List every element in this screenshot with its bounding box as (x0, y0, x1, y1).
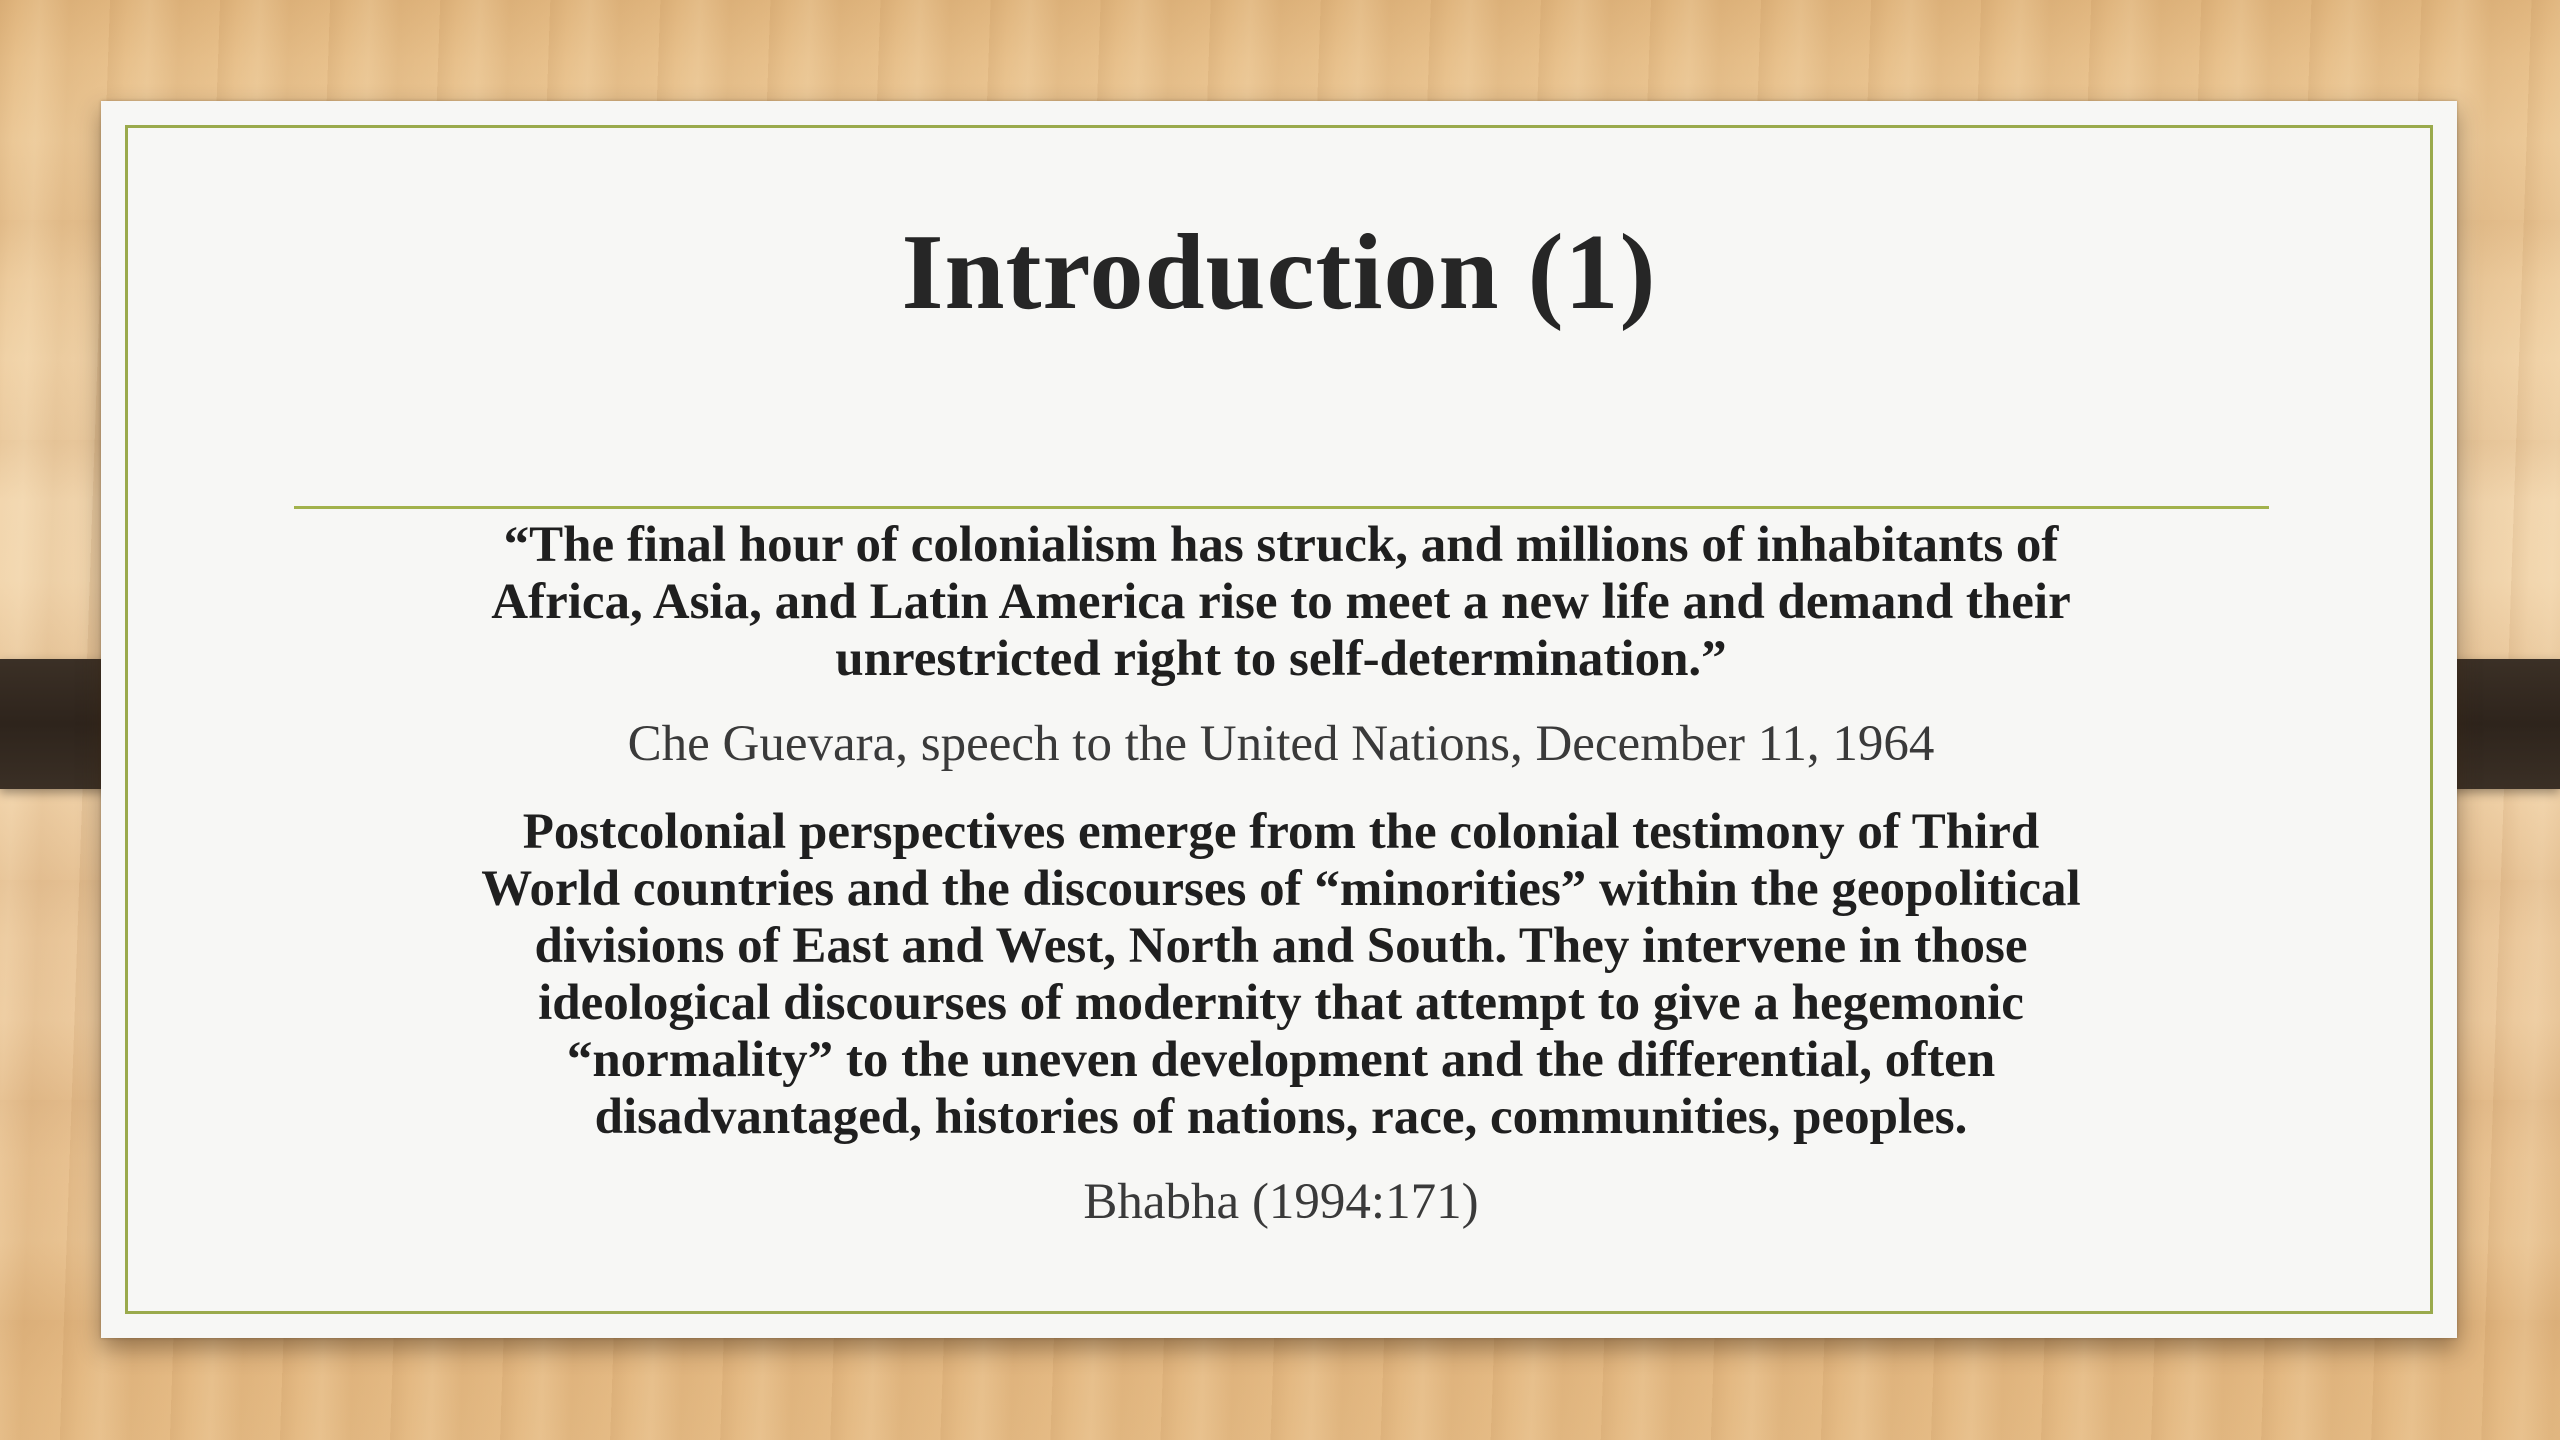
slide-body (281, 517, 2281, 1232)
passage-line: Postcolonial perspectives emerge from the colonial testimony of Third (522, 804, 2040, 860)
slide-paper (101, 101, 2457, 1338)
quote-line: “The final hour of colonialism has struck, and millions of inhabitants of (503, 517, 2059, 573)
passage-line: ideological discourses of modernity that attempt to give a hegemonic (538, 975, 2024, 1031)
passage-attribution: Bhabha (1994:171) (1083, 1174, 1479, 1230)
passage-line: “normality” to the uneven development and the differential, often (566, 1032, 1996, 1088)
passage-line: divisions of East and West, North and South. They intervene in those (534, 918, 2028, 974)
title-divider (294, 506, 2269, 509)
slide-title: Introduction (1) (901, 213, 1657, 332)
passage-line: World countries and the discourses of “minorities” within the geopolitical (481, 861, 2081, 917)
bhabha-passage (281, 804, 2281, 1146)
quote-line: Africa, Asia, and Latin America rise to meet a new life and demand their (491, 574, 2071, 630)
passage-line: disadvantaged, histories of nations, race, communities, peoples. (594, 1089, 1968, 1145)
quote-attribution: Che Guevara, speech to the United Nations, December 11, 1964 (627, 716, 1935, 772)
quote-line: unrestricted right to self-determination.” (835, 631, 1727, 687)
guevara-quote (281, 517, 2281, 688)
